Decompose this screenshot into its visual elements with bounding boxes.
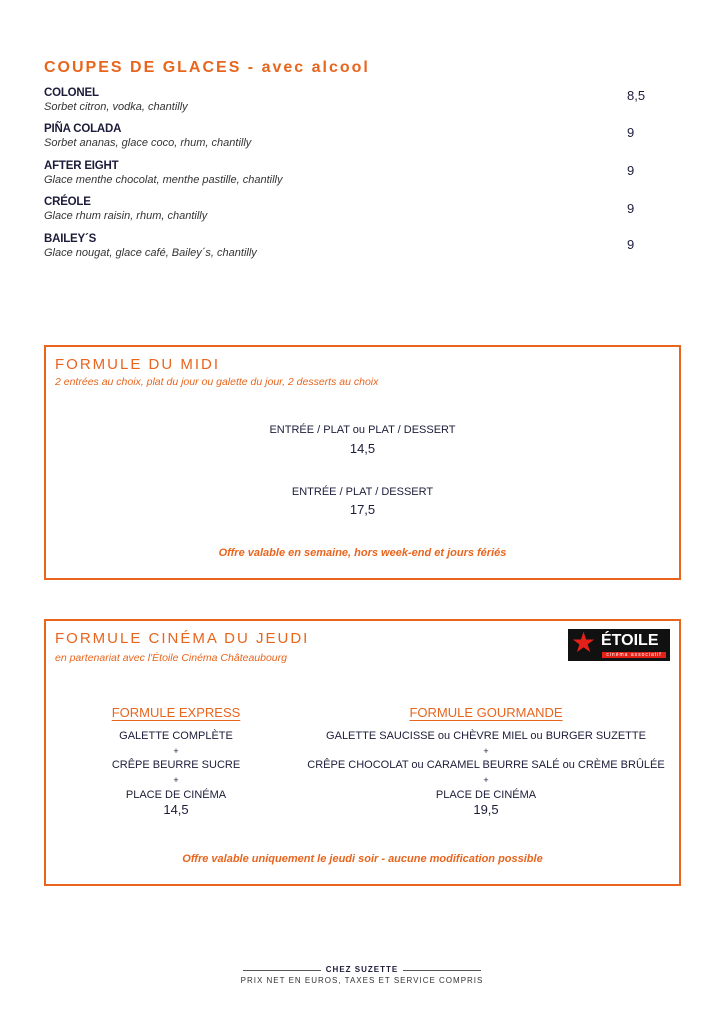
offer-note: Offre valable uniquement le jeudi soir - aucune modification possible <box>182 853 543 865</box>
item-name: BAILEY´S <box>44 233 97 245</box>
box-subtitle: 2 entrées au choix, plat du jour ou galette du jour, 2 desserts au choix <box>55 376 379 388</box>
item-price: 9 <box>627 163 635 178</box>
star-icon: ★ <box>571 627 597 658</box>
option-label: ENTRÉE / PLAT ou PLAT / DESSERT <box>269 424 456 436</box>
item-price: 8,5 <box>627 88 646 103</box>
express-line: PLACE DE CINÉMA <box>125 788 227 801</box>
item-desc: Glace rhum raisin, rhum, chantilly <box>44 210 208 222</box>
item-name: COLONEL <box>44 87 99 99</box>
offer-note: Offre valable en semaine, hors week-end et jours fériés <box>218 547 507 559</box>
formule-midi-box <box>44 345 681 580</box>
menu-item <box>44 233 654 259</box>
gourmande-title: FORMULE GOURMANDE <box>409 705 563 720</box>
express-line: GALETTE COMPLÈTE <box>119 730 233 742</box>
gourmande-line: PLACE DE CINÉMA <box>435 788 537 801</box>
box-title: FORMULE CINÉMA DU JEUDI <box>55 630 310 647</box>
box-title: FORMULE DU MIDI <box>55 356 220 373</box>
menu-item <box>44 196 654 222</box>
logo-tagline: cinéma associatif <box>602 652 666 658</box>
option-price: 14,5 <box>349 441 376 456</box>
express-title: FORMULE EXPRESS <box>111 705 241 720</box>
plus: + <box>173 775 179 786</box>
express-line: CRÊPE BEURRE SUCRE <box>111 759 241 772</box>
section-title: COUPES DE GLACES - avec alcool <box>44 59 370 76</box>
menu-item <box>44 160 654 186</box>
gourmande-line: CRÊPE CHOCOLAT ou CARAMEL BEURRE SALÉ ou CRÈME BRÛLÉE <box>307 759 665 772</box>
item-price: 9 <box>627 201 635 216</box>
menu-item <box>44 87 654 113</box>
box-subtitle: en partenariat avec l'Étoile Cinéma Châteaubourg <box>55 652 287 664</box>
formule-cinema-box <box>44 619 681 886</box>
item-desc: Glace nougat, glace café, Bailey´s, chantilly <box>44 247 257 259</box>
option-price: 17,5 <box>349 502 376 517</box>
plus: + <box>483 745 489 756</box>
plus: + <box>483 775 489 786</box>
item-desc: Sorbet citron, vodka, chantilly <box>44 101 188 113</box>
formule-express <box>96 705 256 817</box>
item-desc: Glace menthe chocolat, menthe pastille, chantilly <box>44 174 283 186</box>
footer-brand: CHEZ SUZETTE <box>325 965 399 974</box>
item-name: PIÑA COLADA <box>44 123 122 135</box>
item-name: CRÉOLE <box>44 196 91 208</box>
gourmande-price: 19,5 <box>473 801 499 817</box>
item-price: 9 <box>627 125 635 140</box>
item-desc: Sorbet ananas, glace coco, rhum, chantilly <box>44 137 252 149</box>
express-price: 14,5 <box>163 801 189 817</box>
etoile-logo <box>568 629 670 661</box>
footer-text: PRIX NET EN EUROS, TAXES ET SERVICE COMPRIS <box>240 976 484 985</box>
item-price: 9 <box>627 237 635 252</box>
formule-gourmande <box>296 705 676 817</box>
menu-item <box>44 123 654 149</box>
item-name: AFTER EIGHT <box>44 160 119 172</box>
gourmande-line: GALETTE SAUCISSE ou CHÈVRE MIEL ou BURGER SUZETTE <box>326 730 646 742</box>
option-label: ENTRÉE / PLAT / DESSERT <box>291 486 434 498</box>
plus: + <box>173 745 179 756</box>
logo-name: ÉTOILE <box>601 632 659 649</box>
